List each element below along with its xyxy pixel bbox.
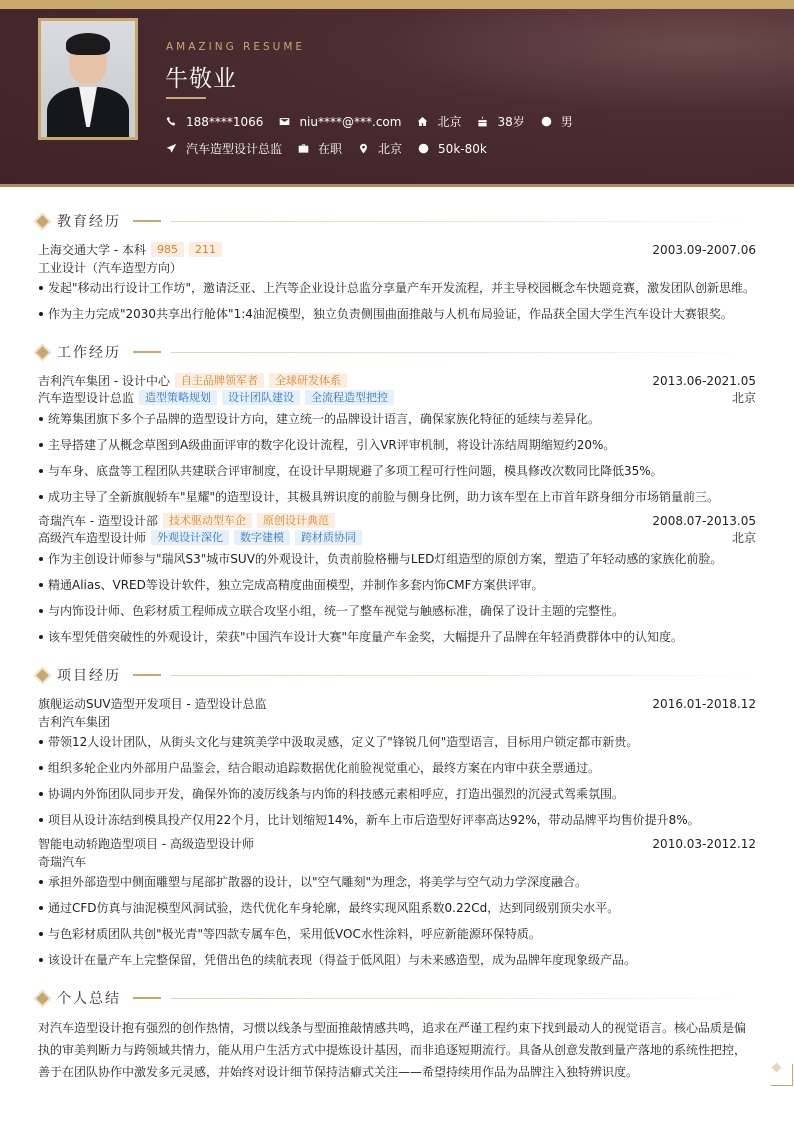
list-item: 成功主导了全新旗舰轿车"星耀"的造型设计，其极具辨识度的前脸与侧身比例，助力该车型在上市首年跻身细分市场销量前三。 <box>38 488 756 505</box>
project-period: 2010.03-2012.12 <box>652 836 756 851</box>
header-bottom-rule <box>0 184 794 187</box>
list-item: 与内饰设计师、色彩材质工程师成立联合攻坚小组，统一了整车视觉与触感标准，确保了设计主题的完整性。 <box>38 602 756 619</box>
project-title: 智能电动轿跑造型项目 - 高级造型设计师 <box>38 837 254 851</box>
project-title: 旗舰运动SUV造型开发项目 - 造型设计总监 <box>38 697 267 711</box>
name-underline <box>166 97 206 99</box>
salary-info <box>418 142 487 156</box>
gender-info <box>541 113 573 130</box>
location-pin-icon <box>358 143 369 154</box>
list-item: 承担外部造型中侧面雕塑与尾部扩散器的设计，以"空气雕刻"为理念，将美学与空气动力学深度融合。 <box>38 873 756 890</box>
skill-tag: 设计团队建设 <box>222 390 300 405</box>
list-item: 带领12人设计团队，从街头文化与建筑美学中汲取灵感，定义了"锋锐几何"造型语言，目标用户锁定都市新贵。 <box>38 733 756 750</box>
work-entry-header <box>38 372 756 389</box>
list-item: 发起"移动出行设计工作坊"，邀请泛亚、上汽等企业设计总监分享量产车开发流程，并主导校园概念车快题竞赛，激发团队创新思维。 <box>38 279 756 296</box>
target-title-info <box>166 140 282 157</box>
phone-text: 188****1066 <box>186 114 264 129</box>
diamond-icon <box>36 669 49 682</box>
list-item: 协调内外饰团队同步开发，确保外饰的凌厉线条与内饰的科技感元素相呼应，打造出强烈的沉浸式驾乘氛围。 <box>38 785 756 802</box>
skill-tag: 跨材质协同 <box>295 530 362 545</box>
skill-tag: 造型策略规划 <box>139 390 217 405</box>
work-period: 2008.07-2013.05 <box>652 513 756 528</box>
gender-text: 男 <box>560 115 573 129</box>
list-item: 组织多轮企业内外部用户品鉴会，结合眼动追踪数据优化前脸视觉重心，最终方案在内审中获全票通过。 <box>38 759 756 776</box>
company-tag: 全球研发体系 <box>269 373 347 388</box>
company-name: 奇瑞汽车 - 造型设计部 <box>38 514 158 528</box>
list-item: 精通Alias、VRED等设计软件，独立完成高精度曲面模型，并制作多套内饰CMF方案供评审。 <box>38 576 756 593</box>
skill-tag: 外观设计深化 <box>151 530 229 545</box>
diamond-icon <box>36 992 49 1005</box>
list-item: 项目从设计冻结到模具投产仅用22个月，比计划缩短14%，新车上市后造型好评率高达92%，带动品牌平均售价提升8%。 <box>38 811 756 828</box>
work-role-row <box>38 529 756 546</box>
skill-tag: 全流程造型把控 <box>305 390 394 405</box>
project-period: 2016.01-2018.12 <box>652 696 756 711</box>
city-info <box>417 113 461 130</box>
list-item: 该设计在量产车上完整保留，凭借出色的续航表现（得益于低风阻）与未来感造型，成为品牌年度现象级产品。 <box>38 951 756 968</box>
work-entry-header <box>38 512 756 529</box>
school-name: 上海交通大学 - 本科 <box>38 243 146 257</box>
job-intent-row <box>166 140 503 157</box>
city-text: 北京 <box>437 115 462 129</box>
candidate-name: 牛敬业 <box>165 66 237 92</box>
email-info <box>279 115 401 129</box>
target-title-text: 汽车造型设计总监 <box>186 142 283 156</box>
education-entry-header <box>38 241 756 258</box>
company-tag: 自主品牌领军者 <box>175 373 264 388</box>
company-tag: 技术驱动型车企 <box>163 513 252 528</box>
target-city-info <box>358 140 402 157</box>
cake-icon <box>477 116 488 127</box>
major: 工业设计（汽车造型方向） <box>38 261 183 275</box>
status-text: 在职 <box>318 142 343 156</box>
project-org: 奇瑞汽车 <box>38 855 87 869</box>
send-icon <box>166 143 177 154</box>
list-item: 作为主创设计师参与"瑞风S3"城市SUV的外观设计，负责前脸格栅与LED灯组造型的原创方案，塑造了年轻动感的家族化前脸。 <box>38 550 756 567</box>
section-title-summary: 个人总结 <box>36 988 756 1008</box>
skill-tag: 数字建模 <box>234 530 290 545</box>
avatar <box>38 18 138 140</box>
list-item: 通过CFD仿真与油泥模型风洞试验，迭代优化车身轮廓，最终实现风阻系数0.22Cd，达到同级别顶尖水平。 <box>38 899 756 916</box>
work-location: 北京 <box>731 391 756 405</box>
briefcase-icon <box>298 143 309 154</box>
top-accent-bar <box>0 0 794 9</box>
age-text: 38岁 <box>497 115 525 129</box>
list-item: 与车身、底盘等工程团队共建联合评审制度，在设计早期规避了多项工程可行性问题，模具修改次数同比降低35%。 <box>38 462 756 479</box>
list-item: 作为主力完成"2030共享出行舱体"1:4油泥模型，独立负责侧围曲面推敲与人机布局验证，作品获全国大学生汽车设计大赛银奖。 <box>38 305 756 322</box>
school-tag: 985 <box>151 242 184 257</box>
status-info <box>298 140 342 157</box>
work-period: 2013.06-2021.05 <box>652 373 756 388</box>
list-item: 与色彩材质团队共创"极光青"等四款专属车色，采用低VOC水性涂料，呼应新能源环保特质。 <box>38 925 756 942</box>
project-entry-header <box>38 695 756 712</box>
company-name: 吉利汽车集团 - 设计中心 <box>38 374 170 388</box>
money-icon <box>418 143 429 154</box>
diamond-icon <box>36 215 49 228</box>
work-location: 北京 <box>731 531 756 545</box>
list-item: 统筹集团旗下多个子品牌的造型设计方向，建立统一的品牌设计语言，确保家族化特征的延续与差异化。 <box>38 410 756 427</box>
section-title-work: 工作经历 <box>36 342 756 362</box>
list-item: 该车型凭借突破性的外观设计，荣获"中国汽车设计大赛"年度量产车金奖，大幅提升了品牌在年轻消费群体中的认知度。 <box>38 628 756 645</box>
contact-row <box>166 113 589 130</box>
section-title-projects: 项目经历 <box>36 665 756 685</box>
role-title: 高级汽车造型设计师 <box>38 531 147 545</box>
mail-icon <box>279 116 290 127</box>
gender-icon <box>541 116 552 127</box>
work-role-row <box>38 389 756 406</box>
summary-text: 对汽车造型设计抱有强烈的创作热情，习惯以线条与型面推敲情感共鸣，追求在严谨工程约束下找到最动人的视觉语言。核心品质是偏执的审美判断力与跨领域共情力，能从用户生活方式中提炼设计基因，而非追逐短期流行。具备从创意发散到量产落地的系统性把控，善于在团队协作中激发多元灵感，并始终对设计细节保持洁癖式关注——希望持续用作品为品牌注入独特辨识度。 <box>38 1021 747 1079</box>
diamond-icon <box>36 346 49 359</box>
corner-decoration <box>771 1064 793 1086</box>
school-tag: 211 <box>189 242 222 257</box>
home-icon <box>417 116 428 127</box>
role-title: 汽车造型设计总监 <box>38 391 135 405</box>
salary-text: 50k-80k <box>438 141 487 156</box>
section-title-education: 教育经历 <box>36 211 756 231</box>
email-text: niu****@***.com <box>299 114 402 129</box>
target-city-text: 北京 <box>378 142 403 156</box>
education-period: 2003.09-2007.06 <box>652 242 756 257</box>
resume-tagline: AMAZING RESUME <box>166 41 306 53</box>
age-info <box>477 113 524 130</box>
project-entry-header <box>38 835 756 852</box>
project-org: 吉利汽车集团 <box>38 715 111 729</box>
company-tag: 原创设计典范 <box>257 513 335 528</box>
phone-info <box>166 115 263 129</box>
phone-icon <box>166 116 177 127</box>
list-item: 主导搭建了从概念草图到A级曲面评审的数字化设计流程，引入VR评审机制，将设计冻结周期缩短约20%。 <box>38 436 756 453</box>
avatar-photo <box>41 21 135 137</box>
